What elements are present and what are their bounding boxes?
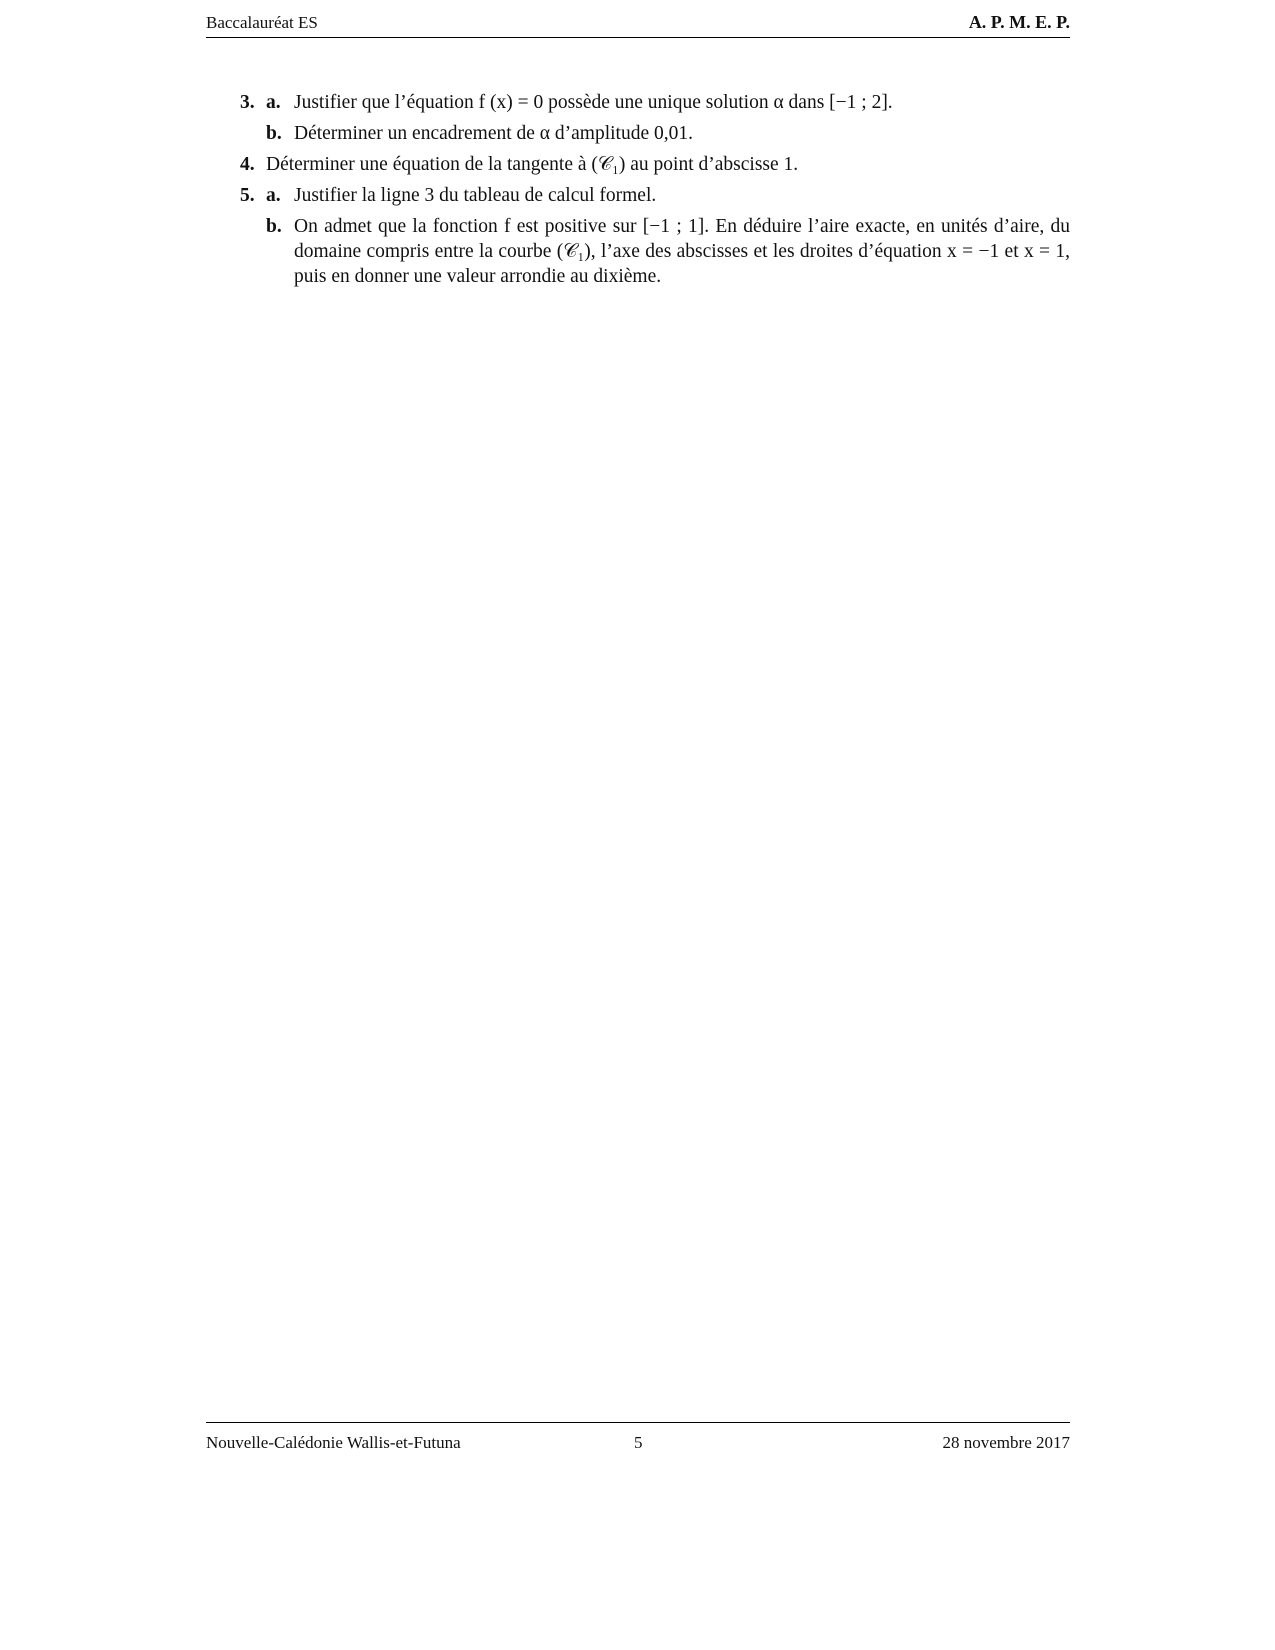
question-number-4: 4.: [240, 154, 255, 175]
footer-date: 28 novembre 2017: [942, 1433, 1070, 1452]
page-footer: [206, 1422, 1070, 1452]
subquestion-label-5b: b.: [266, 216, 282, 237]
footer-session: Nouvelle-Calédonie Wallis-et-Futuna: [206, 1433, 461, 1452]
subquestion-label-3b: b.: [266, 123, 282, 144]
question-text-3a: Justifier que l’équation f (x) = 0 possède une unique solution α dans [−1 ; 2].: [294, 92, 893, 113]
header-exam-title: Baccalauréat ES: [206, 13, 318, 32]
question-text-3b: Déterminer un encadrement de α d’amplitude 0,01.: [294, 123, 693, 144]
header-publisher: A. P. M. E. P.: [968, 12, 1070, 32]
page-header: [206, 11, 1070, 38]
footer-page-number: 5: [634, 1433, 643, 1452]
question-number-3: 3.: [240, 92, 255, 113]
question-text-4: Déterminer une équation de la tangente à (𝒞₁) au point d’abscisse 1.: [266, 154, 799, 175]
question-text-5a: Justifier la ligne 3 du tableau de calcul formel.: [294, 185, 657, 206]
question-text-5b: On admet que la fonction f est positive sur [−1 ; 1]. En déduire l’aire exacte, en unités d’aire, du domaine compris entre la courbe (𝒞₁), l’axe des abscisses et les droites d’équation x = −1 et x = 1, puis en donner une valeur arrondie au dixième.: [294, 216, 1070, 287]
subquestion-label-5a: a.: [266, 185, 281, 206]
subquestion-label-3a: a.: [266, 92, 281, 113]
question-number-5: 5.: [240, 185, 255, 206]
